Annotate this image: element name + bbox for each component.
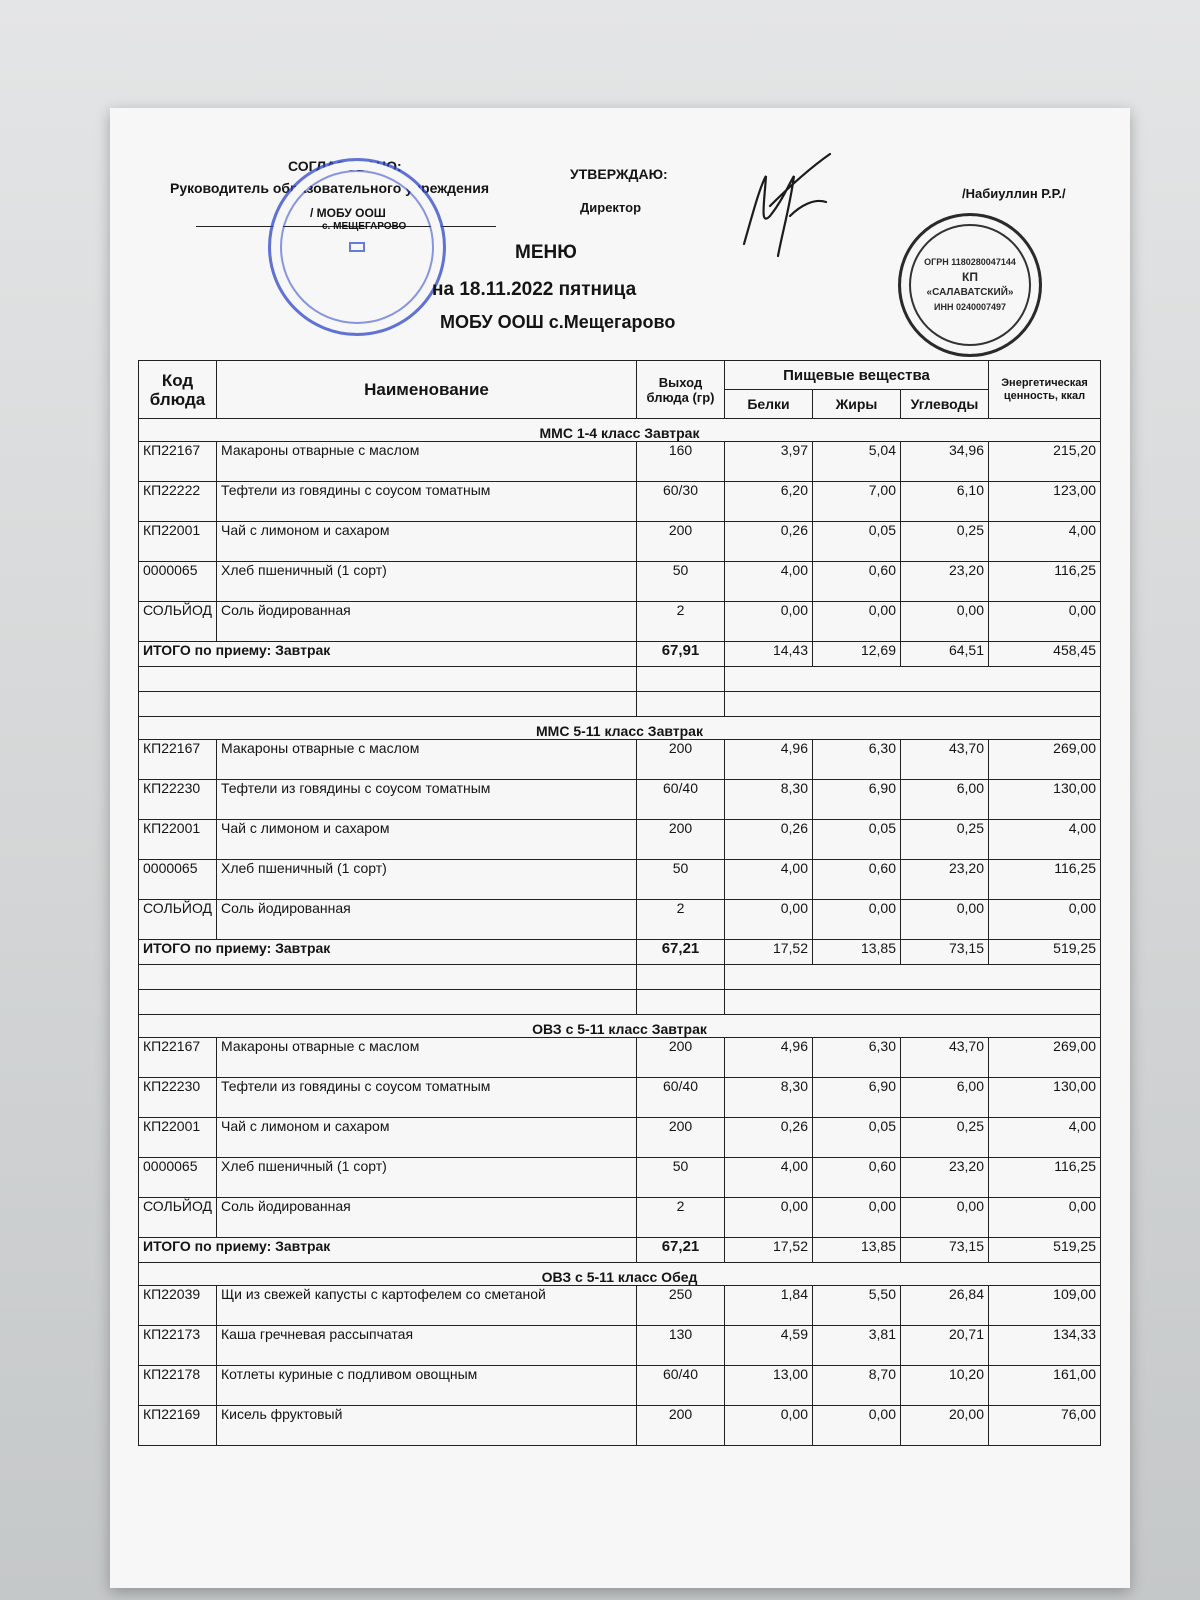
dish-fat: 0,05 xyxy=(813,522,901,562)
dish-output: 200 xyxy=(637,820,725,860)
dish-fat: 0,00 xyxy=(813,1198,901,1238)
dish-carbs: 34,96 xyxy=(901,442,989,482)
dish-row xyxy=(139,900,1101,940)
dish-fat: 0,00 xyxy=(813,1406,901,1446)
dish-code: СОЛЬЙОД xyxy=(139,602,217,642)
company-inn: ИНН 0240007497 xyxy=(933,302,1007,312)
dish-carbs: 0,00 xyxy=(901,1198,989,1238)
dish-code: КП22039 xyxy=(139,1286,217,1326)
total-energy: 519,25 xyxy=(989,1238,1101,1263)
empty-cell xyxy=(725,965,1101,990)
dish-name: Тефтели из говядины с соусом томатным xyxy=(217,1078,637,1118)
dish-row xyxy=(139,1198,1101,1238)
total-output: 67,91 xyxy=(637,642,725,667)
dish-carbs: 0,25 xyxy=(901,820,989,860)
dish-energy: 116,25 xyxy=(989,860,1101,900)
dish-protein: 0,00 xyxy=(725,900,813,940)
dish-row xyxy=(139,780,1101,820)
dish-name: Хлеб пшеничный (1 сорт) xyxy=(217,1158,637,1198)
dish-fat: 5,04 xyxy=(813,442,901,482)
dish-output: 2 xyxy=(637,900,725,940)
dish-energy: 130,00 xyxy=(989,1078,1101,1118)
empty-cell xyxy=(139,667,637,692)
dish-protein: 0,26 xyxy=(725,522,813,562)
dish-code: КП22222 xyxy=(139,482,217,522)
dish-code: КП22167 xyxy=(139,442,217,482)
menu-document xyxy=(110,108,1130,1588)
menu-table xyxy=(138,360,1101,1446)
dish-output: 200 xyxy=(637,1038,725,1078)
dish-carbs: 10,20 xyxy=(901,1366,989,1406)
dish-fat: 6,90 xyxy=(813,1078,901,1118)
total-carbs: 64,51 xyxy=(901,642,989,667)
dish-energy: 215,20 xyxy=(989,442,1101,482)
dish-row xyxy=(139,1406,1101,1446)
dish-row xyxy=(139,820,1101,860)
dish-name: Котлеты куриные с подливом овощным xyxy=(217,1366,637,1406)
dish-energy: 109,00 xyxy=(989,1286,1101,1326)
dish-protein: 4,00 xyxy=(725,562,813,602)
dish-output: 130 xyxy=(637,1326,725,1366)
dish-carbs: 43,70 xyxy=(901,1038,989,1078)
dish-output: 200 xyxy=(637,522,725,562)
total-label: ИТОГО по приему: Завтрак xyxy=(139,940,637,965)
dish-fat: 6,30 xyxy=(813,740,901,780)
empty-cell xyxy=(637,667,725,692)
total-energy: 458,45 xyxy=(989,642,1101,667)
section-title: ММС 5-11 класс Завтрак xyxy=(139,717,1101,740)
dish-carbs: 23,20 xyxy=(901,860,989,900)
director-signature xyxy=(730,146,840,266)
dish-name: Соль йодированная xyxy=(217,900,637,940)
empty-cell xyxy=(637,965,725,990)
company-name: «САЛАВАТСКИЙ» xyxy=(926,287,1014,298)
dish-row xyxy=(139,860,1101,900)
section-row xyxy=(139,419,1101,442)
dish-name: Макароны отварные с маслом xyxy=(217,442,637,482)
dish-energy: 130,00 xyxy=(989,780,1101,820)
dish-energy: 123,00 xyxy=(989,482,1101,522)
dish-row xyxy=(139,1326,1101,1366)
dish-row xyxy=(139,1366,1101,1406)
dish-output: 60/30 xyxy=(637,482,725,522)
dish-carbs: 20,71 xyxy=(901,1326,989,1366)
dish-protein: 0,00 xyxy=(725,602,813,642)
dish-protein: 4,96 xyxy=(725,740,813,780)
dish-carbs: 20,00 xyxy=(901,1406,989,1446)
dish-protein: 0,00 xyxy=(725,1198,813,1238)
dish-energy: 0,00 xyxy=(989,1198,1101,1238)
dish-output: 50 xyxy=(637,562,725,602)
dish-energy: 116,25 xyxy=(989,1158,1101,1198)
section-title: ММС 1-4 класс Завтрак xyxy=(139,419,1101,442)
dish-protein: 6,20 xyxy=(725,482,813,522)
dish-row xyxy=(139,740,1101,780)
dish-row xyxy=(139,522,1101,562)
empty-cell xyxy=(637,990,725,1015)
dish-energy: 116,25 xyxy=(989,562,1101,602)
total-output: 67,21 xyxy=(637,1238,725,1263)
dish-code: КП22001 xyxy=(139,1118,217,1158)
dish-protein: 4,00 xyxy=(725,1158,813,1198)
total-carbs: 73,15 xyxy=(901,1238,989,1263)
dish-energy: 4,00 xyxy=(989,1118,1101,1158)
total-energy: 519,25 xyxy=(989,940,1101,965)
dish-fat: 0,60 xyxy=(813,860,901,900)
dish-row xyxy=(139,1038,1101,1078)
total-row xyxy=(139,642,1101,667)
dish-protein: 8,30 xyxy=(725,780,813,820)
school-sign: / МОБУ ООШ xyxy=(310,206,386,220)
total-fat: 13,85 xyxy=(813,940,901,965)
total-output: 67,21 xyxy=(637,940,725,965)
agreed-label: СОГЛАСОВАНО: xyxy=(288,158,402,174)
dish-output: 50 xyxy=(637,860,725,900)
dish-fat: 3,81 xyxy=(813,1326,901,1366)
dish-name: Чай с лимоном и сахаром xyxy=(217,522,637,562)
school-place: с. МЕЩЕГАРОВО xyxy=(322,221,407,232)
dish-output: 60/40 xyxy=(637,1078,725,1118)
dish-name: Макароны отварные с маслом xyxy=(217,1038,637,1078)
dish-name: Макароны отварные с маслом xyxy=(217,740,637,780)
dish-code: СОЛЬЙОД xyxy=(139,900,217,940)
section-row xyxy=(139,1015,1101,1038)
empty-cell xyxy=(139,965,637,990)
empty-row xyxy=(139,667,1101,692)
empty-cell xyxy=(139,692,637,717)
dish-carbs: 6,00 xyxy=(901,780,989,820)
dish-code: 0000065 xyxy=(139,860,217,900)
dish-name: Хлеб пшеничный (1 сорт) xyxy=(217,562,637,602)
dish-energy: 4,00 xyxy=(989,820,1101,860)
col-energy: Энергетическая ценность, ккал xyxy=(989,361,1101,419)
dish-row xyxy=(139,562,1101,602)
dish-fat: 8,70 xyxy=(813,1366,901,1406)
empty-row xyxy=(139,692,1101,717)
dish-protein: 4,00 xyxy=(725,860,813,900)
dish-energy: 269,00 xyxy=(989,740,1101,780)
dish-row xyxy=(139,1158,1101,1198)
col-code: Код блюда xyxy=(139,361,217,419)
dish-carbs: 6,00 xyxy=(901,1078,989,1118)
dish-code: КП22178 xyxy=(139,1366,217,1406)
dish-fat: 0,05 xyxy=(813,1118,901,1158)
dish-code: 0000065 xyxy=(139,562,217,602)
school-stamp xyxy=(268,158,446,336)
dish-code: КП22167 xyxy=(139,740,217,780)
dish-carbs: 23,20 xyxy=(901,562,989,602)
empty-cell xyxy=(139,990,637,1015)
dish-output: 50 xyxy=(637,1158,725,1198)
empty-cell xyxy=(725,990,1101,1015)
dish-energy: 4,00 xyxy=(989,522,1101,562)
total-carbs: 73,15 xyxy=(901,940,989,965)
company-type: КП xyxy=(962,270,978,284)
dish-energy: 0,00 xyxy=(989,900,1101,940)
col-output: Выход блюда (гр) xyxy=(637,361,725,419)
dish-name: Тефтели из говядины с соусом томатным xyxy=(217,482,637,522)
dish-carbs: 6,10 xyxy=(901,482,989,522)
head-label: Руководитель образовательного учреждения xyxy=(170,180,490,196)
dish-protein: 8,30 xyxy=(725,1078,813,1118)
dish-fat: 6,30 xyxy=(813,1038,901,1078)
dish-code: КП22001 xyxy=(139,820,217,860)
empty-cell xyxy=(637,692,725,717)
dish-code: КП22169 xyxy=(139,1406,217,1446)
dish-protein: 1,84 xyxy=(725,1286,813,1326)
school-stamp-center xyxy=(349,242,365,252)
dish-name: Соль йодированная xyxy=(217,1198,637,1238)
dish-row xyxy=(139,602,1101,642)
dish-row xyxy=(139,1118,1101,1158)
empty-row xyxy=(139,965,1101,990)
dish-fat: 7,00 xyxy=(813,482,901,522)
dish-carbs: 0,00 xyxy=(901,900,989,940)
dish-carbs: 23,20 xyxy=(901,1158,989,1198)
col-nutrients: Пищевые вещества xyxy=(725,361,989,390)
dish-output: 200 xyxy=(637,1406,725,1446)
dish-carbs: 43,70 xyxy=(901,740,989,780)
total-protein: 17,52 xyxy=(725,1238,813,1263)
dish-row xyxy=(139,1286,1101,1326)
dish-carbs: 0,25 xyxy=(901,1118,989,1158)
dish-fat: 0,60 xyxy=(813,1158,901,1198)
dish-name: Чай с лимоном и сахаром xyxy=(217,820,637,860)
dish-code: 0000065 xyxy=(139,1158,217,1198)
dish-carbs: 0,25 xyxy=(901,522,989,562)
dish-row xyxy=(139,1078,1101,1118)
total-label: ИТОГО по приему: Завтрак xyxy=(139,642,637,667)
dish-energy: 134,33 xyxy=(989,1326,1101,1366)
dish-fat: 0,00 xyxy=(813,602,901,642)
dish-output: 250 xyxy=(637,1286,725,1326)
menu-title: МЕНЮ xyxy=(515,242,577,263)
dish-fat: 0,60 xyxy=(813,562,901,602)
total-row xyxy=(139,940,1101,965)
section-title: ОВЗ с 5-11 класс Завтрак xyxy=(139,1015,1101,1038)
dish-protein: 3,97 xyxy=(725,442,813,482)
dish-code: СОЛЬЙОД xyxy=(139,1198,217,1238)
company-stamp xyxy=(898,213,1042,357)
dish-protein: 0,26 xyxy=(725,820,813,860)
total-fat: 13,85 xyxy=(813,1238,901,1263)
empty-row xyxy=(139,990,1101,1015)
director-label: Директор xyxy=(580,200,642,215)
dish-code: КП22230 xyxy=(139,780,217,820)
school-name: МОБУ ООШ с.Мещегарово xyxy=(440,312,676,332)
dish-code: КП22167 xyxy=(139,1038,217,1078)
dish-output: 2 xyxy=(637,1198,725,1238)
dish-name: Кисель фруктовый xyxy=(217,1406,637,1446)
empty-cell xyxy=(725,667,1101,692)
dish-energy: 76,00 xyxy=(989,1406,1101,1446)
dish-carbs: 0,00 xyxy=(901,602,989,642)
section-row xyxy=(139,717,1101,740)
dish-code: КП22001 xyxy=(139,522,217,562)
dish-row xyxy=(139,482,1101,522)
dish-energy: 161,00 xyxy=(989,1366,1101,1406)
dish-protein: 4,59 xyxy=(725,1326,813,1366)
total-protein: 14,43 xyxy=(725,642,813,667)
dish-output: 60/40 xyxy=(637,1366,725,1406)
approve-label: УТВЕРЖДАЮ: xyxy=(570,166,668,182)
dish-name: Щи из свежей капусты с картофелем со сметаной xyxy=(217,1286,637,1326)
dish-name: Тефтели из говядины с соусом томатным xyxy=(217,780,637,820)
dish-code: КП22230 xyxy=(139,1078,217,1118)
dish-output: 200 xyxy=(637,740,725,780)
dish-energy: 0,00 xyxy=(989,602,1101,642)
dish-name: Каша гречневая рассыпчатая xyxy=(217,1326,637,1366)
dish-row xyxy=(139,442,1101,482)
dish-carbs: 26,84 xyxy=(901,1286,989,1326)
section-title: ОВЗ с 5-11 класс Обед xyxy=(139,1263,1101,1286)
menu-date: на 18.11.2022 пятница xyxy=(432,279,637,300)
col-fat: Жиры xyxy=(813,390,901,419)
dish-fat: 5,50 xyxy=(813,1286,901,1326)
dish-output: 160 xyxy=(637,442,725,482)
company-ogrn: ОГРН 1180280047144 xyxy=(924,257,1016,267)
empty-cell xyxy=(725,692,1101,717)
col-name: Наименование xyxy=(217,361,637,419)
section-row xyxy=(139,1263,1101,1286)
dish-name: Соль йодированная xyxy=(217,602,637,642)
menu-table-body xyxy=(139,419,1101,1446)
dish-energy: 269,00 xyxy=(989,1038,1101,1078)
dish-fat: 0,00 xyxy=(813,900,901,940)
dish-protein: 4,96 xyxy=(725,1038,813,1078)
dish-code: КП22173 xyxy=(139,1326,217,1366)
col-carbs: Углеводы xyxy=(901,390,989,419)
dish-output: 2 xyxy=(637,602,725,642)
dish-fat: 6,90 xyxy=(813,780,901,820)
dish-name: Чай с лимоном и сахаром xyxy=(217,1118,637,1158)
total-fat: 12,69 xyxy=(813,642,901,667)
total-row xyxy=(139,1238,1101,1263)
dish-fat: 0,05 xyxy=(813,820,901,860)
dish-output: 200 xyxy=(637,1118,725,1158)
dish-protein: 13,00 xyxy=(725,1366,813,1406)
dish-output: 60/40 xyxy=(637,780,725,820)
total-label: ИТОГО по приему: Завтрак xyxy=(139,1238,637,1263)
total-protein: 17,52 xyxy=(725,940,813,965)
dish-protein: 0,00 xyxy=(725,1406,813,1446)
director-name: /Набиуллин Р.Р./ xyxy=(962,186,1066,201)
col-protein: Белки xyxy=(725,390,813,419)
dish-name: Хлеб пшеничный (1 сорт) xyxy=(217,860,637,900)
dish-protein: 0,26 xyxy=(725,1118,813,1158)
